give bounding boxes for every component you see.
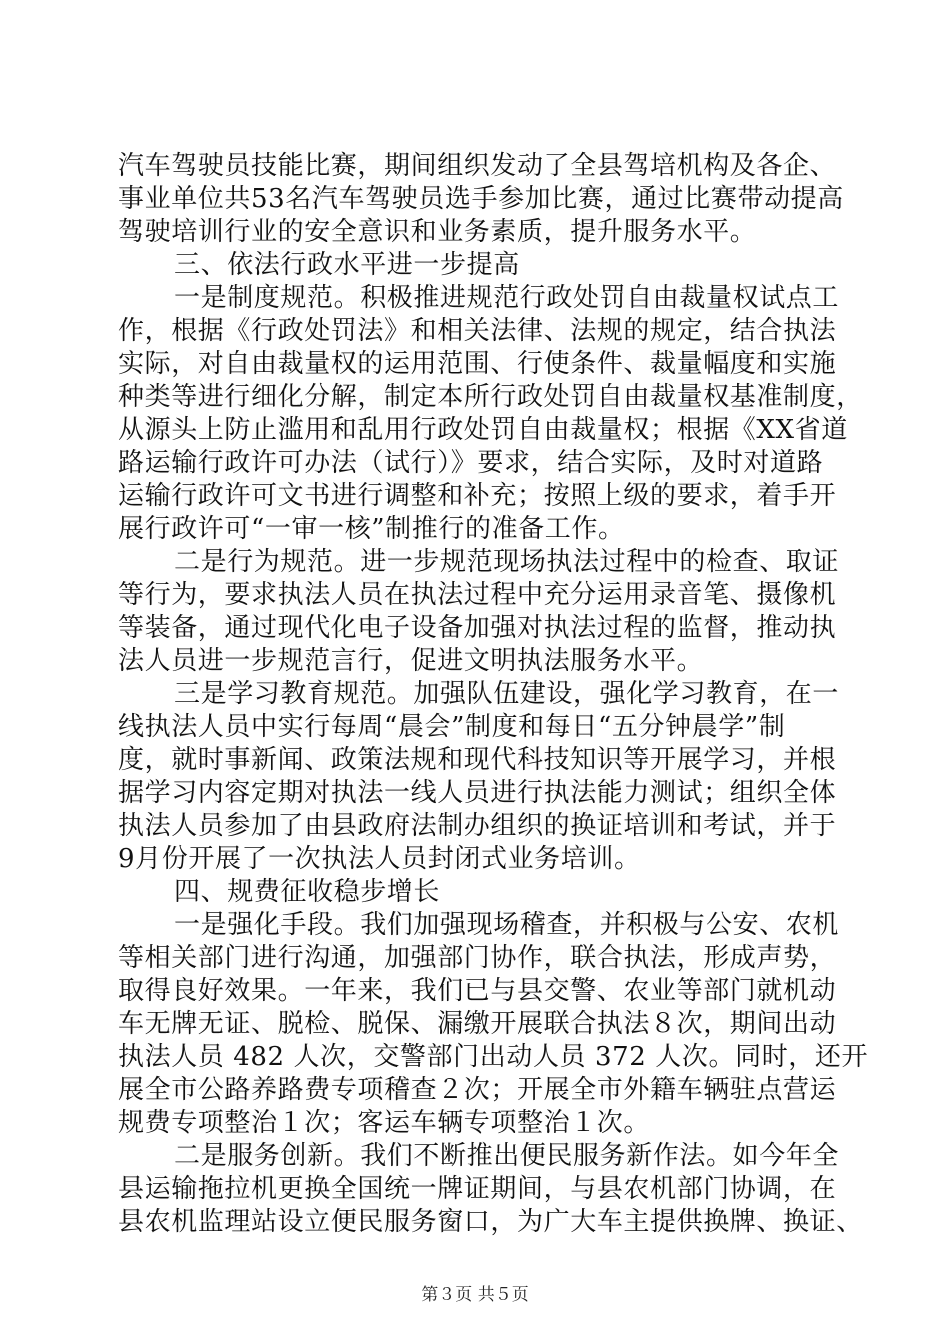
text-line: 展全市公路养路费专项稽查２次；开展全市外籍车辆驻点营运	[118, 1075, 837, 1105]
text-line: 一是强化手段。我们加强现场稽查，并积极与公安、农机	[174, 910, 840, 940]
text-line: 9月份开展了一次执法人员封闭式业务培训。	[118, 844, 641, 874]
text-line: 汽车驾驶员技能比赛，期间组织发动了全县驾培机构及各企、	[118, 151, 837, 181]
text-line: 四、规费征收稳步增长	[174, 877, 441, 907]
text-line: 规费专项整治１次；客运车辆专项整治１次。	[118, 1108, 651, 1138]
text-line: 事业单位共53名汽车驾驶员选手参加比赛，通过比赛带动提高	[118, 184, 844, 214]
text-line: 二是服务创新。我们不断推出便民服务新作法。如今年全	[174, 1141, 840, 1171]
text-line: 种类等进行细化分解，制定本所行政处罚自由裁量权基准制度，	[118, 382, 863, 412]
text-line: 县运输拖拉机更换全国统一牌证期间，与县农机部门协调，在	[118, 1174, 837, 1204]
text-line: 等相关部门进行沟通，加强部门协作，联合执法，形成声势，	[118, 943, 837, 973]
text-line: 从源头上防止滥用和乱用行政处罚自由裁量权；根据《XX省道	[118, 415, 848, 445]
text-line: 作，根据《行政处罚法》和相关法律、法规的规定，结合执法	[118, 316, 837, 346]
text-line: 执法人员 482 人次，交警部门出动人员 372 人次。同时，还开	[118, 1042, 869, 1072]
text-line: 二是行为规范。进一步规范现场执法过程中的检查、取证	[174, 547, 840, 577]
text-line: 等行为，要求执法人员在执法过程中充分运用录音笔、摄像机	[118, 580, 837, 610]
text-line: 度，就时事新闻、政策法规和现代科技知识等开展学习，并根	[118, 745, 837, 775]
document-body	[118, 150, 869, 1239]
text-line: 等装备，通过现代化电子设备加强对执法过程的监督，推动执	[118, 613, 837, 643]
text-line: 据学习内容定期对执法一线人员进行执法能力测试；组织全体	[118, 778, 837, 808]
text-line: 三、依法行政水平进一步提高	[174, 250, 520, 280]
text-line: 驾驶培训行业的安全意识和业务素质，提升服务水平。	[118, 217, 757, 247]
text-line: 展行政许可“一审一核”制推行的准备工作。	[118, 514, 625, 544]
text-line: 运输行政许可文书进行调整和补充；按照上级的要求，着手开	[118, 481, 837, 511]
text-line: 取得良好效果。一年来，我们已与县交警、农业等部门就机动	[118, 976, 837, 1006]
text-line: 线执法人员中实行每周“晨会”制度和每日“五分钟晨学”制	[118, 712, 786, 742]
text-line: 路运输行政许可办法（试行）》要求，结合实际，及时对道路	[118, 448, 824, 478]
text-line: 实际，对自由裁量权的运用范围、行使条件、裁量幅度和实施	[118, 349, 837, 379]
page-number-footer: 第３页 共５页	[421, 1285, 529, 1305]
text-line: 执法人员参加了由县政府法制办组织的换证培训和考试，并于	[118, 811, 837, 841]
text-line: 一是制度规范。积极推进规范行政处罚自由裁量权试点工	[174, 283, 840, 313]
text-line: 车无牌无证、脱检、脱保、漏缴开展联合执法８次，期间出动	[118, 1009, 837, 1039]
text-line: 县农机监理站设立便民服务窗口，为广大车主提供换牌、换证、	[118, 1207, 863, 1237]
text-line: 法人员进一步规范言行，促进文明执法服务水平。	[118, 646, 704, 676]
text-line: 三是学习教育规范。加强队伍建设，强化学习教育，在一	[174, 679, 840, 709]
